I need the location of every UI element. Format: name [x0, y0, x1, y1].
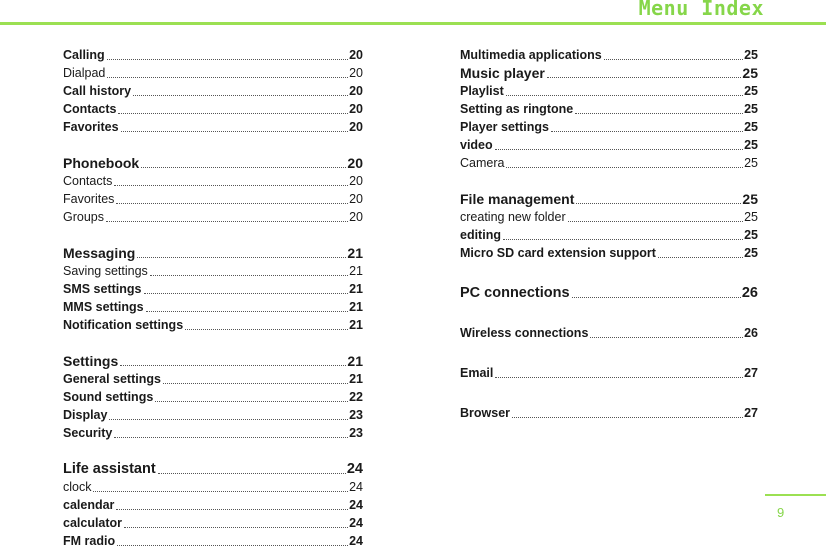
- index-entry-page: 20: [349, 84, 363, 98]
- dot-leader: [106, 221, 348, 222]
- index-entry-page: 25: [744, 156, 758, 170]
- section-spacer: [63, 136, 363, 154]
- index-entry-label: Dialpad: [63, 66, 106, 80]
- index-entry-page: 25: [744, 120, 758, 134]
- index-entry-page: 20: [349, 210, 363, 224]
- index-entry-label: Life assistant: [63, 461, 156, 477]
- index-entry-label: video: [460, 138, 493, 152]
- section-spacer: [63, 442, 363, 460]
- index-entry-label: Messaging: [63, 245, 136, 261]
- index-entry-label: MMS settings: [63, 300, 144, 314]
- index-entry-label: Contacts: [63, 174, 113, 188]
- index-entry: [63, 532, 363, 550]
- index-entry: [63, 190, 363, 208]
- dot-leader: [495, 377, 743, 378]
- index-entry-label: Camera: [460, 156, 505, 170]
- index-entry: [460, 208, 758, 226]
- index-entry: [460, 244, 758, 262]
- index-entry-page: 26: [744, 326, 758, 340]
- index-entry-label: calculator: [63, 516, 123, 530]
- index-entry-page: 22: [349, 390, 363, 404]
- section-spacer: [460, 172, 758, 190]
- index-entry-label: Security: [63, 426, 113, 440]
- index-entry: [63, 244, 363, 262]
- index-entry: [460, 284, 758, 302]
- index-entry-page: 25: [742, 65, 758, 81]
- index-entry-page: 20: [349, 66, 363, 80]
- index-entry-page: 25: [742, 191, 758, 207]
- index-entry-label: Favorites: [63, 120, 119, 134]
- index-entry-page: 23: [349, 408, 363, 422]
- dot-leader: [572, 297, 741, 298]
- menu-index-right-column: [460, 46, 758, 422]
- dot-leader: [163, 383, 348, 384]
- index-entry: [63, 118, 363, 136]
- index-entry: [63, 460, 363, 478]
- index-entry-label: Display: [63, 408, 108, 422]
- section-spacer: [460, 262, 758, 284]
- index-entry: [63, 298, 363, 316]
- dot-leader: [133, 95, 348, 96]
- dot-leader: [120, 365, 346, 366]
- dot-leader: [158, 473, 346, 474]
- index-entry-page: 25: [744, 138, 758, 152]
- index-entry-label: SMS settings: [63, 282, 142, 296]
- index-entry-page: 21: [349, 282, 363, 296]
- index-entry-label: Notification settings: [63, 318, 184, 332]
- index-entry: [460, 136, 758, 154]
- dot-leader: [506, 167, 743, 168]
- dot-leader: [547, 77, 742, 78]
- index-entry-page: 24: [349, 480, 363, 494]
- index-entry-page: 25: [744, 228, 758, 242]
- dot-leader: [575, 113, 743, 114]
- index-entry: [63, 64, 363, 82]
- section-spacer: [460, 382, 758, 404]
- dot-leader: [604, 59, 743, 60]
- dot-leader: [109, 419, 348, 420]
- index-entry-page: 24: [349, 498, 363, 512]
- index-entry-label: Multimedia applications: [460, 48, 602, 62]
- dot-leader: [116, 509, 348, 510]
- index-entry-page: 27: [744, 406, 758, 420]
- index-entry-page: 25: [744, 84, 758, 98]
- index-entry: [63, 388, 363, 406]
- index-entry-page: 21: [347, 245, 363, 261]
- index-entry-label: Saving settings: [63, 264, 148, 278]
- index-entry-label: calendar: [63, 498, 115, 512]
- section-spacer: [63, 226, 363, 244]
- index-entry: [460, 82, 758, 100]
- index-entry: [63, 478, 363, 496]
- index-entry-page: 20: [349, 120, 363, 134]
- index-entry-label: Player settings: [460, 120, 549, 134]
- index-entry-label: Phonebook: [63, 155, 140, 171]
- index-entry: [63, 46, 363, 64]
- section-spacer: [63, 334, 363, 352]
- index-entry-label: FM radio: [63, 534, 116, 548]
- dot-leader: [107, 59, 348, 60]
- dot-leader: [124, 527, 348, 528]
- index-entry-label: Browser: [460, 406, 511, 420]
- section-spacer: [460, 342, 758, 364]
- dot-leader: [141, 167, 346, 168]
- index-entry-label: creating new folder: [460, 210, 566, 224]
- index-entry-page: 20: [349, 192, 363, 206]
- index-entry-label: Contacts: [63, 102, 117, 116]
- index-entry-page: 25: [744, 48, 758, 62]
- index-entry-label: Favorites: [63, 192, 115, 206]
- index-entry-label: File management: [460, 191, 575, 207]
- index-entry: [63, 82, 363, 100]
- index-entry-label: Micro SD card extension support: [460, 246, 656, 260]
- index-entry: [63, 406, 363, 424]
- index-entry: [63, 280, 363, 298]
- index-entry-page: 20: [347, 155, 363, 171]
- index-entry-label: Calling: [63, 48, 105, 62]
- index-entry-page: 21: [349, 300, 363, 314]
- index-entry-label: General settings: [63, 372, 161, 386]
- dot-leader: [185, 329, 348, 330]
- index-entry-label: Sound settings: [63, 390, 154, 404]
- index-entry-page: 20: [349, 48, 363, 62]
- index-entry-label: Music player: [460, 65, 545, 81]
- dot-leader: [658, 257, 743, 258]
- index-entry-page: 23: [349, 426, 363, 440]
- dot-leader: [118, 113, 348, 114]
- index-entry-page: 25: [744, 102, 758, 116]
- index-entry: [63, 208, 363, 226]
- index-entry-page: 21: [347, 353, 363, 369]
- index-entry: [63, 514, 363, 532]
- dot-leader: [506, 95, 743, 96]
- index-entry: [63, 370, 363, 388]
- page-title: Menu Index: [638, 0, 764, 20]
- index-entry: [63, 100, 363, 118]
- dot-leader: [576, 203, 741, 204]
- index-entry: [460, 118, 758, 136]
- dot-leader: [551, 131, 743, 132]
- index-entry: [63, 496, 363, 514]
- dot-leader: [114, 185, 348, 186]
- dot-leader: [155, 401, 348, 402]
- index-entry-page: 27: [744, 366, 758, 380]
- dot-leader: [590, 337, 743, 338]
- index-entry-label: Playlist: [460, 84, 504, 98]
- dot-leader: [121, 131, 349, 132]
- index-entry-page: 24: [346, 461, 363, 477]
- index-entry: [63, 316, 363, 334]
- dot-leader: [146, 311, 349, 312]
- index-entry-page: 21: [349, 318, 363, 332]
- dot-leader: [144, 293, 349, 294]
- index-entry: [460, 46, 758, 64]
- dot-leader: [114, 437, 348, 438]
- index-entry: [460, 404, 758, 422]
- index-entry-label: Call history: [63, 84, 132, 98]
- index-entry: [460, 100, 758, 118]
- page-number: 9: [777, 505, 785, 520]
- footer-rule: [765, 494, 826, 496]
- index-entry: [63, 262, 363, 280]
- index-entry-page: 20: [349, 102, 363, 116]
- dot-leader: [495, 149, 743, 150]
- index-entry-label: Setting as ringtone: [460, 102, 574, 116]
- index-entry: [460, 364, 758, 382]
- index-entry-label: clock: [63, 480, 92, 494]
- dot-leader: [116, 203, 348, 204]
- index-entry-page: 20: [349, 174, 363, 188]
- dot-leader: [137, 257, 346, 258]
- index-entry-page: 21: [349, 264, 363, 278]
- index-entry: [63, 154, 363, 172]
- header-rule: [0, 22, 826, 25]
- index-entry: [63, 424, 363, 442]
- section-spacer: [460, 302, 758, 324]
- index-entry-label: Settings: [63, 353, 119, 369]
- index-entry-page: 25: [744, 246, 758, 260]
- index-entry: [460, 226, 758, 244]
- dot-leader: [150, 275, 348, 276]
- dot-leader: [117, 545, 348, 546]
- index-entry-page: 24: [349, 516, 363, 530]
- index-entry-page: 25: [744, 210, 758, 224]
- dot-leader: [568, 221, 743, 222]
- menu-index-left-column: [63, 46, 363, 550]
- index-entry-label: Groups: [63, 210, 104, 224]
- index-entry: [63, 172, 363, 190]
- dot-leader: [503, 239, 743, 240]
- index-entry-label: Wireless connections: [460, 326, 589, 340]
- dot-leader: [107, 77, 348, 78]
- dot-leader: [512, 417, 743, 418]
- dot-leader: [93, 491, 348, 492]
- index-entry-label: PC connections: [460, 285, 570, 301]
- index-entry: [460, 190, 758, 208]
- index-entry-label: editing: [460, 228, 501, 242]
- index-entry-page: 26: [741, 285, 758, 301]
- index-entry-page: 21: [349, 372, 363, 386]
- index-entry: [460, 64, 758, 82]
- index-entry: [460, 324, 758, 342]
- index-entry: [460, 154, 758, 172]
- index-entry: [63, 352, 363, 370]
- index-entry-label: Email: [460, 366, 494, 380]
- index-entry-page: 24: [349, 534, 363, 548]
